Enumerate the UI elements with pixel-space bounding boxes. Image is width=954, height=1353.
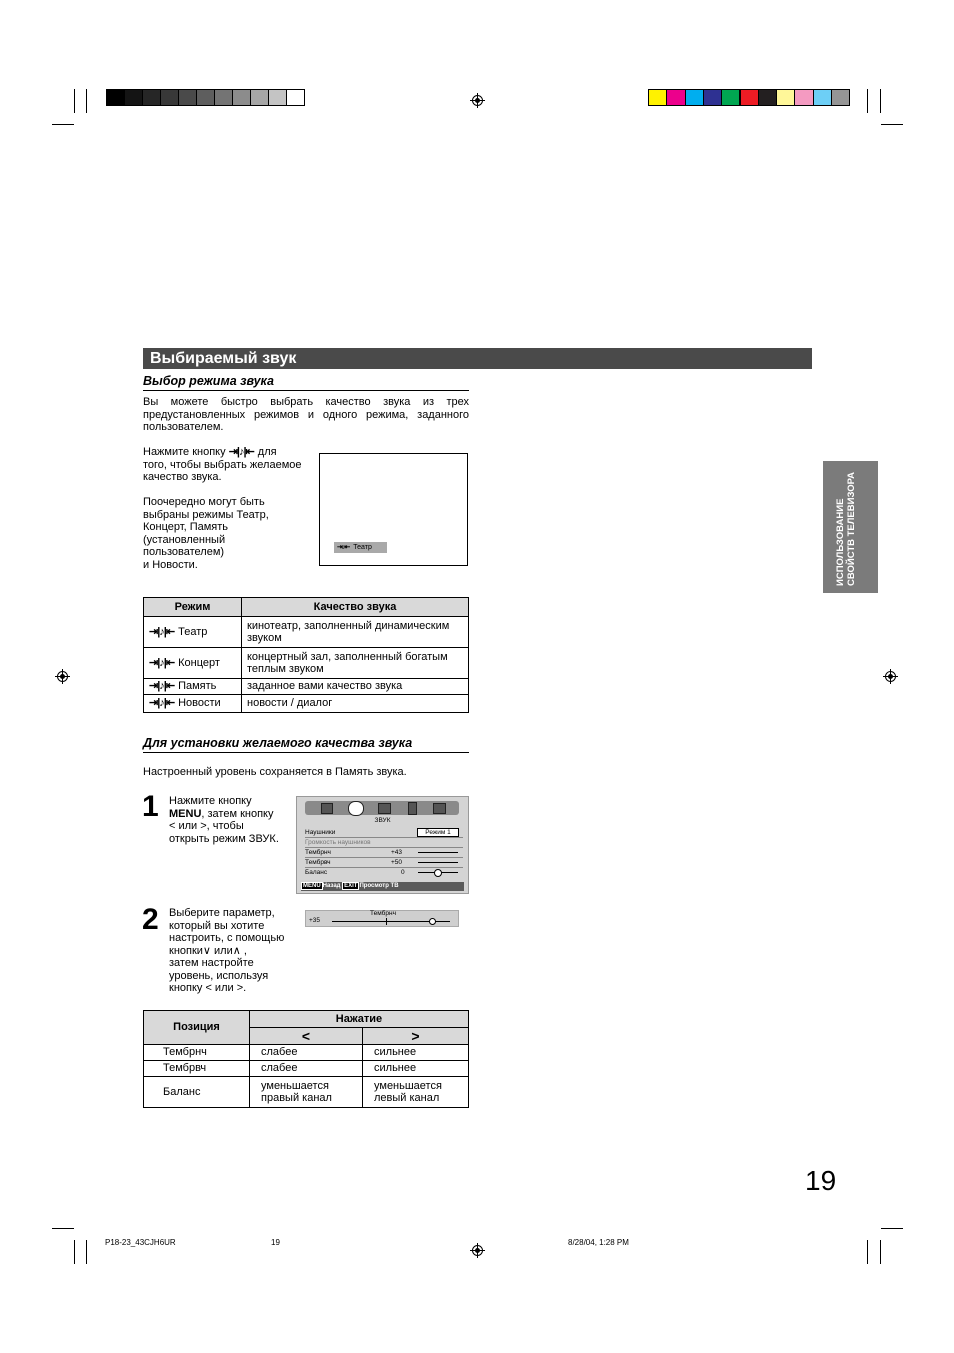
registration-mark-icon (55, 669, 70, 684)
table-row (144, 1061, 469, 1077)
table-cell: слабее (250, 1061, 363, 1077)
table-row (144, 648, 469, 679)
crop-mark (867, 89, 868, 113)
color-swatch (214, 89, 233, 106)
menu-row-value: +43 (391, 849, 403, 856)
page-number: 19 (805, 1165, 837, 1196)
menu-footer: MENU Назад EXIT Просмотр ТВ (301, 882, 464, 891)
sound-mode-icon: ⇥|♪|⇤ (149, 625, 175, 638)
table-row (144, 679, 469, 695)
crop-mark (74, 89, 75, 113)
menu-icon-bar (305, 801, 459, 815)
text-line: затем настройте (169, 957, 254, 969)
menu-row-value: +50 (391, 859, 403, 866)
text-line: предустановленных режимов и одного режима, заданного (143, 408, 469, 421)
table-row (144, 617, 469, 648)
step-number: 1 (142, 790, 159, 823)
saved-note: Настроенный уровень сохраняется в Память звука. (143, 766, 407, 778)
menu-title: ЗВУК (374, 817, 391, 824)
heading-rule (143, 390, 469, 391)
text-line: настроить, с помощью (169, 932, 285, 944)
color-swatch (232, 89, 251, 106)
crop-mark (52, 124, 74, 125)
crop-mark (867, 1240, 868, 1264)
menu-row: Тембрнч +43 (305, 848, 463, 858)
registration-mark-icon (470, 1243, 485, 1258)
osd-sound-mode-label: ⇥♪⇤ Театр (334, 542, 387, 553)
color-swatch (268, 89, 287, 106)
section-title: Выбираемый звук (150, 350, 297, 367)
registration-mark-icon (883, 669, 898, 684)
color-swatch (813, 89, 832, 106)
text-line: Поочередно могут быть (143, 496, 265, 508)
table-cell: Тембрвч (144, 1061, 250, 1077)
table-cell: уменьшается правый канал (250, 1077, 363, 1108)
text-line: < или >, чтобы (169, 820, 244, 832)
menu-row-value: Режим 1 (417, 828, 459, 837)
text-line: который вы хотите (169, 919, 265, 932)
sound-menu-illustration (296, 796, 469, 894)
table-cell: сильнее (363, 1061, 469, 1077)
menu-slider-knob (434, 869, 442, 877)
table-cell: кинотеатр, заполненный динамическим звуком (242, 617, 469, 648)
table-cell: ⇥|♪|⇤ Театр (144, 617, 242, 648)
color-swatch (250, 89, 269, 106)
crop-mark (52, 1228, 74, 1229)
text-line: MENU, затем кнопку (169, 807, 274, 820)
crop-mark (880, 89, 881, 113)
table-cell: концертный зал, заполненный богатым теплым звуком (242, 648, 469, 679)
color-swatch (776, 89, 795, 106)
crop-mark (86, 89, 87, 113)
slider-knob (429, 918, 436, 925)
color-swatch (703, 89, 722, 106)
table-cell: сильнее (363, 1045, 469, 1061)
table-row (144, 1077, 469, 1108)
color-swatch (740, 89, 759, 106)
sound-mode-icon: ⇥|♪|⇤ (149, 656, 175, 669)
table-cell: ⇥|♪|⇤ Память (144, 679, 242, 695)
table-header: Качество звука (242, 598, 469, 617)
text-line: уровень, используя (169, 969, 269, 982)
table-cell: Тембрнч (144, 1045, 250, 1061)
text-line: того, чтобы выбрать желаемое (143, 458, 302, 471)
chapter-side-tab (823, 461, 878, 593)
color-swatch (142, 89, 161, 106)
table-row (144, 1045, 469, 1061)
sound-mode-icon: ⇥♪⇤ (337, 544, 350, 551)
color-swatch (831, 89, 850, 106)
color-swatch (106, 89, 125, 106)
slider-center-tick (386, 918, 387, 925)
color-swatch (685, 89, 704, 106)
sequence-paragraph (143, 496, 315, 571)
sound-menu-icon (348, 801, 364, 816)
crop-mark (86, 1240, 87, 1264)
text-line: качество звука. (143, 471, 222, 483)
text-line: открыть режим ЗВУК. (169, 832, 279, 845)
slider-value: +35 (309, 917, 321, 924)
sound-mode-icon: ⇥|♪|⇤ (149, 680, 175, 693)
table-header: Позиция (144, 1011, 250, 1045)
text-line: кнопку < или >. (169, 982, 247, 994)
step1-text (169, 795, 294, 845)
text-line: пользователем) (143, 546, 225, 558)
bass-slider-illustration (305, 910, 459, 927)
registration-mark-icon (470, 93, 485, 108)
side-tab-label: ИСПОЛЬЗОВАНИЕ СВОЙСТВ ТЕЛЕВИЗОРА (835, 471, 857, 586)
text-line: Концерт, Память (143, 521, 229, 533)
intro-paragraph (143, 396, 469, 434)
crop-mark (74, 1240, 75, 1264)
table-cell: Баланс (144, 1077, 250, 1108)
text-line: кнопки∨ или∧ , (169, 944, 247, 957)
crop-mark (881, 1228, 903, 1229)
table-cell: слабее (250, 1045, 363, 1061)
table-cell: ⇥|♪|⇤ Концерт (144, 648, 242, 679)
text-line: (установленный (143, 533, 226, 546)
text-line: Выберите параметр, (169, 907, 275, 919)
heading-rule (143, 752, 469, 753)
table-header: > (363, 1028, 469, 1045)
subsection-heading: Выбор режима звука (143, 374, 274, 388)
table-header: Режим (144, 598, 242, 617)
menu-slider-track (418, 852, 458, 853)
menu-row: Наушники Режим 1 (305, 828, 463, 838)
text-line: Нажмите кнопку ⇥|♪|⇤ для (143, 446, 277, 458)
table-header: Нажатие (250, 1011, 469, 1028)
text-line: выбраны режимы Театр, (143, 508, 269, 521)
table-cell: уменьшается левый канал (363, 1077, 469, 1108)
color-swatch (666, 89, 685, 106)
color-swatch (196, 89, 215, 106)
table-cell: ⇥|♪|⇤ Новости (144, 695, 242, 713)
press-paragraph (143, 446, 315, 484)
footer-file: P18-23_43CJH6UR (105, 1238, 176, 1247)
crop-mark (881, 124, 903, 125)
menu-row: Громкость наушников (305, 838, 463, 848)
sound-mode-icon: ⇥|♪|⇤ (228, 446, 254, 458)
picture-menu-icon (321, 803, 333, 814)
color-swatch (124, 89, 143, 106)
adjustment-table (143, 1010, 469, 1108)
color-swatch (160, 89, 179, 106)
lock-menu-icon (433, 803, 446, 814)
sound-mode-table (143, 597, 469, 713)
footer-page: 19 (271, 1238, 280, 1247)
setup-menu-icon (378, 803, 391, 814)
color-swatch (648, 89, 667, 106)
crop-mark (880, 1240, 881, 1264)
color-swatch (178, 89, 197, 106)
step2-text (169, 907, 299, 995)
text-line: пользователем. (143, 421, 224, 433)
color-swatch (758, 89, 777, 106)
table-row (144, 695, 469, 713)
table-header: < (250, 1028, 363, 1045)
text-line: Нажмите кнопку (169, 795, 252, 807)
color-swatch (721, 89, 740, 106)
color-swatch (286, 89, 305, 106)
menu-slider-track (418, 862, 458, 863)
text-line: Вы можете быстро выбрать качество звука из трех (143, 396, 469, 408)
table-cell: заданное вами качество звука (242, 679, 469, 695)
footer-date: 8/28/04, 1:28 PM (568, 1238, 629, 1247)
function-menu-icon (408, 802, 417, 815)
table-header-row (144, 1011, 469, 1028)
table-cell: новости / диалог (242, 695, 469, 713)
menu-row-value: 0 (401, 869, 405, 876)
text-line: и Новости. (143, 558, 198, 571)
step-number: 2 (142, 903, 159, 936)
sound-mode-icon: ⇥|♪|⇤ (149, 697, 175, 710)
subsection-heading: Для установки желаемого качества звука (143, 736, 413, 750)
color-swatch (794, 89, 813, 106)
slider-label: Тембрнч (370, 910, 396, 917)
menu-row: Тембрвч +50 (305, 858, 463, 868)
menu-row: Баланс 0 (305, 868, 463, 877)
table-header-row (144, 598, 469, 617)
